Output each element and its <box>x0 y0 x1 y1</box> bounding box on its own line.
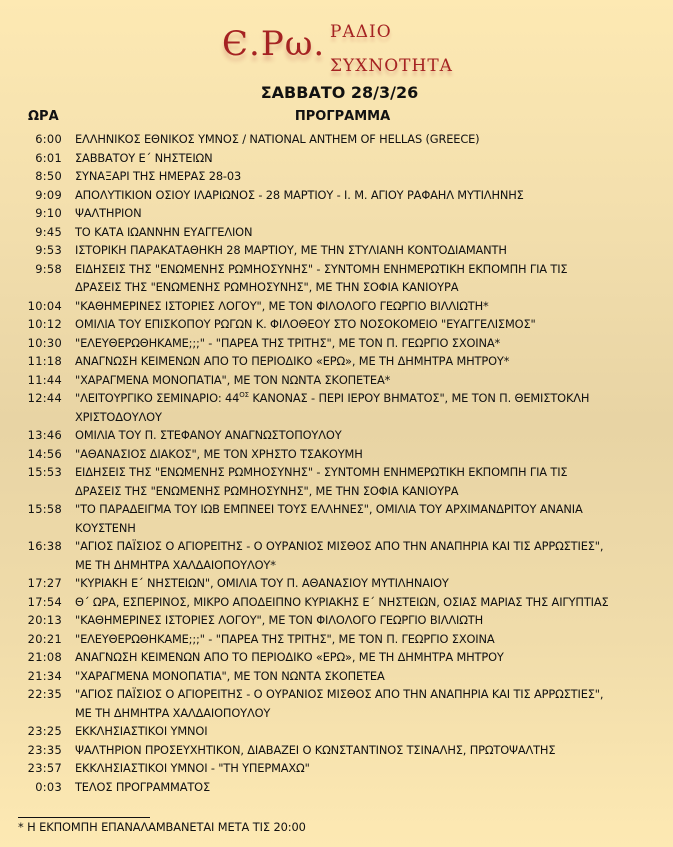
program-line: ΣΑΒΒΑΤΟΥ Ε΄ ΝΗΣΤΕΙΩΝ <box>75 150 213 165</box>
logo-text-frequency: ΣΥΧΝΟΤΗΤΑ <box>330 56 453 76</box>
schedule-time: 12:44 <box>27 391 62 405</box>
schedule-time: 23:25 <box>27 724 62 738</box>
schedule-time: 17:27 <box>27 576 62 590</box>
program-line: ΑΝΑΓΝΩΣΗ ΚΕΙΜΕΝΩΝ ΑΠΟ ΤΟ ΠΕΡΙΟΔΙΚΟ «ΕΡΩ», ΜΕ ΤΗ ΔΗΜΗΤΡΑ ΜΗΤΡΟΥ* <box>75 354 510 368</box>
page-title: ΣΑΒΒΑΤΟ 28/3/26 <box>260 83 419 102</box>
schedule-row <box>0 537 673 574</box>
schedule-row <box>0 611 673 630</box>
schedule-time: 15:58 <box>27 502 62 516</box>
schedule-program <box>75 260 655 297</box>
schedule-row <box>0 297 673 316</box>
schedule-time: 10:30 <box>27 335 62 350</box>
schedule-row <box>0 426 673 445</box>
program-line: ΔΡΑΣΕΙΣ ΤΗΣ "ΕΝΩΜΕΝΗΣ ΡΩΜΗΟΣΥΝΗΣ", ΜΕ ΤΗΝ ΣΟΦΙΑ ΚΑΝΙΟΥΡΑ <box>75 280 459 294</box>
schedule-program <box>75 722 655 741</box>
program-text: ΚΑΝΟΝΑΣ - ΠΕΡΙ ΙΕΡΟΥ ΒΗΜΑΤΟΣ", ΜΕ ΤΟΝ Π. ΘΕΜΙΣΤΟΚΛΗ <box>248 391 590 405</box>
program-line: ΕΙΔΗΣΕΙΣ ΤΗΣ "ΕΝΩΜΕΝΗΣ ΡΩΜΗΟΣΥΝΗΣ" - ΣΥΝΤΟΜΗ ΕΝΗΜΕΡΩΤΙΚΗ ΕΚΠΟΜΠΗ ΓΙΑ ΤΙΣ <box>75 465 568 479</box>
schedule-program <box>75 371 655 390</box>
schedule-program <box>75 186 655 205</box>
schedule-program <box>75 297 655 316</box>
schedule-row <box>0 593 673 612</box>
schedule-time: 10:04 <box>27 298 62 313</box>
schedule-row <box>0 241 673 260</box>
schedule-row <box>0 260 673 297</box>
program-line: ΤΟ ΚΑΤΑ ΙΩΑΝΝΗΝ ΕΥΑΓΓΕΛΙΟΝ <box>75 224 253 239</box>
schedule-time: 9:58 <box>35 261 62 276</box>
schedule-program <box>75 315 655 334</box>
schedule-program <box>75 778 655 797</box>
schedule-program <box>75 667 655 686</box>
schedule-row <box>0 352 673 371</box>
schedule-row <box>0 223 673 242</box>
schedule-program <box>75 630 655 649</box>
schedule-row <box>0 204 673 223</box>
program-line: ΕΚΚΛΗΣΙΑΣΤΙΚΟΙ ΥΜΝΟΙ - "ΤΗ ΥΠΕΡΜΑΧΩ" <box>75 761 310 775</box>
program-line <box>75 389 655 408</box>
program-line: ΨΑΛΤΗΡΙΟΝ ΠΡΟΣΕΥΧΗΤΙΚΟΝ, ΔΙΑΒΑΖΕΙ Ο ΚΩΝΣΤΑΝΤΙΝΟΣ ΤΣΙΝΑΛΗΣ, ΠΡΩΤΟΨΑΛΤΗΣ <box>75 742 556 757</box>
program-line: Θ΄ ΩΡΑ, ΕΣΠΕΡΙΝΟΣ, ΜΙΚΡΟ ΑΠΟΔΕΙΠΝΟ ΚΥΡΙΑΚΗΣ Ε΄ ΝΗΣΤΕΙΩΝ, ΟΣΙΑΣ ΜΑΡΙΑΣ ΤΗΣ ΑΙΓΥΠΤΙΑΣ <box>75 594 609 609</box>
program-line: ΑΠΟΛΥΤΙΚΙΟΝ ΟΣΙΟΥ ΙΛΑΡΙΩΝΟΣ - 28 ΜΑΡΤΙΟΥ - Ι. Μ. ΑΓΙΟΥ ΡΑΦΑΗΛ ΜΥΤΙΛΗΝΗΣ <box>75 187 524 202</box>
program-line: ΔΡΑΣΕΙΣ ΤΗΣ "ΕΝΩΜΕΝΗΣ ΡΩΜΗΟΣΥΝΗΣ", ΜΕ ΤΗΝ ΣΟΦΙΑ ΚΑΝΙΟΥΡΑ <box>75 483 459 498</box>
program-line: "ΚΑΘΗΜΕΡΙΝΕΣ ΙΣΤΟΡΙΕΣ ΛΟΓΟΥ", ΜΕ ΤΟΝ ΦΙΛΟΛΟΓΟ ΓΕΩΡΓΙΟ ΒΙΛΛΙΩΤΗ* <box>75 298 489 313</box>
schedule-program <box>75 685 655 722</box>
schedule-time: 9:10 <box>35 206 62 220</box>
program-line: ΨΑΛΤΗΡΙΟΝ <box>75 206 142 220</box>
schedule-row <box>0 722 673 741</box>
schedule-row <box>0 334 673 353</box>
schedule-time: 11:44 <box>27 372 62 387</box>
schedule-time: 14:56 <box>27 446 62 461</box>
schedule-program <box>75 389 655 426</box>
logo-mark: Є.Ρω. <box>222 24 326 64</box>
schedule-program <box>75 445 655 464</box>
schedule-header <box>0 109 673 127</box>
schedule-time: 9:45 <box>35 224 62 239</box>
schedule-row <box>0 463 673 500</box>
program-line: ΙΣΤΟΡΙΚΗ ΠΑΡΑΚΑΤΑΘΗΚΗ 28 ΜΑΡΤΙΟΥ, ΜΕ ΤΗΝ ΣΤΥΛΙΑΝΗ ΚΟΝΤΟΔΙΑΜΑΝΤΗ <box>75 243 507 257</box>
program-line: "ΕΛΕΥΘΕΡΩΘΗΚΑΜΕ;;;" - "ΠΑΡΕΑ ΤΗΣ ΤΡΙΤΗΣ", ΜΕ ΤΟΝ Π. ΓΕΩΡΓΙΟ ΣΧΟΙΝΑ* <box>75 335 501 350</box>
program-line: ΚΟΥΣΤΕΝΗ <box>75 520 136 535</box>
schedule-row <box>0 371 673 390</box>
schedule-time: 20:13 <box>27 613 62 627</box>
column-header-program: ΠΡΟΓΡΑΜΜΑ <box>294 109 391 124</box>
program-line: ΟΜΙΛΙΑ ΤΟΥ Π. ΣΤΕΦΑΝΟΥ ΑΝΑΓΝΩΣΤΟΠΟΥΛΟΥ <box>75 428 342 442</box>
program-line: ΕΚΚΛΗΣΙΑΣΤΙΚΟΙ ΥΜΝΟΙ <box>75 724 208 738</box>
program-line: "ΑΘΑΝΑΣΙΟΣ ΔΙΑΚΟΣ", ΜΕ ΤΟΝ ΧΡΗΣΤΟ ΤΣΑΚΟΥΜΗ <box>75 446 363 461</box>
schedule-time: 17:54 <box>27 594 62 609</box>
schedule-row <box>0 445 673 464</box>
schedule-row <box>0 389 673 426</box>
schedule-time: 21:08 <box>27 650 62 664</box>
schedule-row <box>0 630 673 649</box>
program-line: ΣΥΝΑΞΑΡΙ ΤΗΣ ΗΜΕΡΑΣ 28-03 <box>75 169 242 183</box>
program-line: ΟΜΙΛΙΑ ΤΟΥ ΕΠΙΣΚΟΠΟΥ ΡΩΓΩΝ Κ. ΦΙΛΟΘΕΟΥ ΣΤΟ ΝΟΣΟΚΟΜΕΙΟ "ΕΥΑΓΓΕΛΙΣΜΟΣ" <box>75 317 536 331</box>
schedule-program <box>75 334 655 353</box>
schedule-time: 13:46 <box>27 428 62 442</box>
schedule-time: 16:38 <box>27 539 62 553</box>
schedule-row <box>0 315 673 334</box>
schedule-time: 20:21 <box>27 631 62 646</box>
program-line: "ΕΛΕΥΘΕΡΩΘΗΚΑΜΕ;;;" - "ΠΑΡΕΑ ΤΗΣ ΤΡΙΤΗΣ", ΜΕ ΤΟΝ Π. ΓΕΩΡΓΙΟ ΣΧΟΙΝΑ <box>75 631 495 646</box>
program-line: "ΚΑΘΗΜΕΡΙΝΕΣ ΙΣΤΟΡΙΕΣ ΛΟΓΟΥ", ΜΕ ΤΟΝ ΦΙΛΟΛΟΓΟ ΓΕΩΡΓΙΟ ΒΙΛΛΙΩΤΗ <box>75 613 483 627</box>
program-line: ΜΕ ΤΗ ΔΗΜΗΤΡΑ ΧΑΛΔΑΙΟΠΟΥΛΟΥ* <box>75 557 276 572</box>
schedule-row <box>0 778 673 797</box>
schedule-row <box>0 167 673 186</box>
program-line: "ΧΑΡΑΓΜΕΝΑ ΜΟΝΟΠΑΤΙΑ", ΜΕ ΤΟΝ ΝΩΝΤΑ ΣΚΟΠΕΤΕΑ <box>75 668 385 683</box>
column-header-time: ΩΡΑ <box>28 109 59 124</box>
schedule-row <box>0 741 673 760</box>
schedule-program <box>75 426 655 445</box>
footnote-divider <box>18 817 150 818</box>
program-line: ΤΕΛΟΣ ΠΡΟΓΡΑΜΜΑΤΟΣ <box>75 779 211 794</box>
schedule-time: 22:35 <box>27 687 62 701</box>
schedule-time: 6:00 <box>35 132 62 146</box>
schedule-time: 9:09 <box>35 187 62 202</box>
schedule-program <box>75 463 655 500</box>
schedule-program <box>75 130 655 149</box>
schedule-time: 10:12 <box>27 317 62 331</box>
schedule-row <box>0 685 673 722</box>
program-line: "ΚΥΡΙΑΚΗ Ε΄ ΝΗΣΤΕΙΩΝ", ΟΜΙΛΙΑ ΤΟΥ Π. ΑΘΑΝΑΣΙΟΥ ΜΥΤΙΛΗΝΑΙΟΥ <box>75 576 449 590</box>
schedule-program <box>75 574 655 593</box>
schedule-time: 9:53 <box>35 243 62 257</box>
schedule-time: 15:53 <box>27 465 62 479</box>
schedule-row <box>0 574 673 593</box>
schedule-program <box>75 149 655 168</box>
schedule-program <box>75 241 655 260</box>
schedule-program <box>75 611 655 630</box>
schedule-program <box>75 741 655 760</box>
schedule-program <box>75 223 655 242</box>
schedule-program <box>75 204 655 223</box>
schedule-row <box>0 149 673 168</box>
program-line: ΕΙΔΗΣΕΙΣ ΤΗΣ "ΕΝΩΜΕΝΗΣ ΡΩΜΗΟΣΥΝΗΣ" - ΣΥΝΤΟΜΗ ΕΝΗΜΕΡΩΤΙΚΗ ΕΚΠΟΜΠΗ ΓΙΑ ΤΙΣ <box>75 261 568 276</box>
schedule-program <box>75 500 655 537</box>
schedule-row <box>0 667 673 686</box>
station-logo <box>222 24 462 84</box>
program-text: "ΛΕΙΤΟΥΡΓΙΚΟ ΣΕΜΙΝΑΡΙΟ: 44 <box>75 391 240 405</box>
schedule-program <box>75 167 655 186</box>
schedule-row <box>0 130 673 149</box>
schedule-time: 0:03 <box>35 779 62 794</box>
program-line: "ΑΓΙΟΣ ΠΑΪΣΙΟΣ Ο ΑΓΙΟΡΕΙΤΗΣ - Ο ΟΥΡΑΝΙΟΣ ΜΙΣΘΟΣ ΑΠΟ ΤΗΝ ΑΝΑΠΗΡΙΑ ΚΑΙ ΤΙΣ ΑΡΡΩΣΤΙΕΣ", <box>75 539 604 553</box>
schedule-row <box>0 759 673 778</box>
schedule-program <box>75 352 655 371</box>
program-line: "ΧΑΡΑΓΜΕΝΑ ΜΟΝΟΠΑΤΙΑ", ΜΕ ΤΟΝ ΝΩΝΤΑ ΣΚΟΠΕΤΕΑ* <box>75 372 391 387</box>
ordinal-superscript: ΟΣ <box>239 391 249 399</box>
program-line: ΕΛΛΗΝΙΚΟΣ ΕΘΝΙΚΟΣ ΥΜΝΟΣ / NATIONAL ANTHEM OF HELLAS (GREECE) <box>75 132 480 146</box>
schedule-time: 11:18 <box>27 354 62 368</box>
schedule-program <box>75 759 655 778</box>
program-line: ΑΝΑΓΝΩΣΗ ΚΕΙΜΕΝΩΝ ΑΠΟ ΤΟ ΠΕΡΙΟΔΙΚΟ «ΕΡΩ», ΜΕ ΤΗ ΔΗΜΗΤΡΑ ΜΗΤΡΟΥ <box>75 650 504 664</box>
program-line: "ΑΓΙΟΣ ΠΑΪΣΙΟΣ Ο ΑΓΙΟΡΕΙΤΗΣ - Ο ΟΥΡΑΝΙΟΣ ΜΙΣΘΟΣ ΑΠΟ ΤΗΝ ΑΝΑΠΗΡΙΑ ΚΑΙ ΤΙΣ ΑΡΡΩΣΤΙΕΣ", <box>75 687 604 701</box>
program-line: ΧΡΙΣΤΟΔΟΥΛΟΥ <box>75 409 162 424</box>
schedule-time: 8:50 <box>35 169 62 183</box>
schedule-time: 23:35 <box>27 742 62 757</box>
schedule-row <box>0 500 673 537</box>
schedule-list <box>0 130 673 796</box>
schedule-time: 21:34 <box>27 668 62 683</box>
footnote: * Η ΕΚΠΟΜΠΗ ΕΠΑΝΑΛΑΜΒΑΝΕΤΑΙ ΜΕΤΑ ΤΙΣ 20:00 <box>18 820 306 834</box>
schedule-time: 6:01 <box>35 150 62 165</box>
schedule-program <box>75 593 655 612</box>
schedule-time: 23:57 <box>27 761 62 775</box>
program-line: ΜΕ ΤΗ ΔΗΜΗΤΡΑ ΧΑΛΔΑΙΟΠΟΥΛΟΥ <box>75 705 271 720</box>
schedule-row <box>0 648 673 667</box>
logo-text-radio: ΡΑΔΙΟ <box>330 22 392 42</box>
schedule-program <box>75 648 655 667</box>
schedule-program <box>75 537 655 574</box>
schedule-row <box>0 186 673 205</box>
program-line: "ΤΟ ΠΑΡΑΔΕΙΓΜΑ ΤΟΥ ΙΩΒ ΕΜΠΝΕΕΙ ΤΟΥΣ ΕΛΛΗΝΕΣ", ΟΜΙΛΙΑ ΤΟΥ ΑΡΧΙΜΑΝΔΡΙΤΟΥ ΑΝΑΝΙΑ <box>75 502 583 516</box>
